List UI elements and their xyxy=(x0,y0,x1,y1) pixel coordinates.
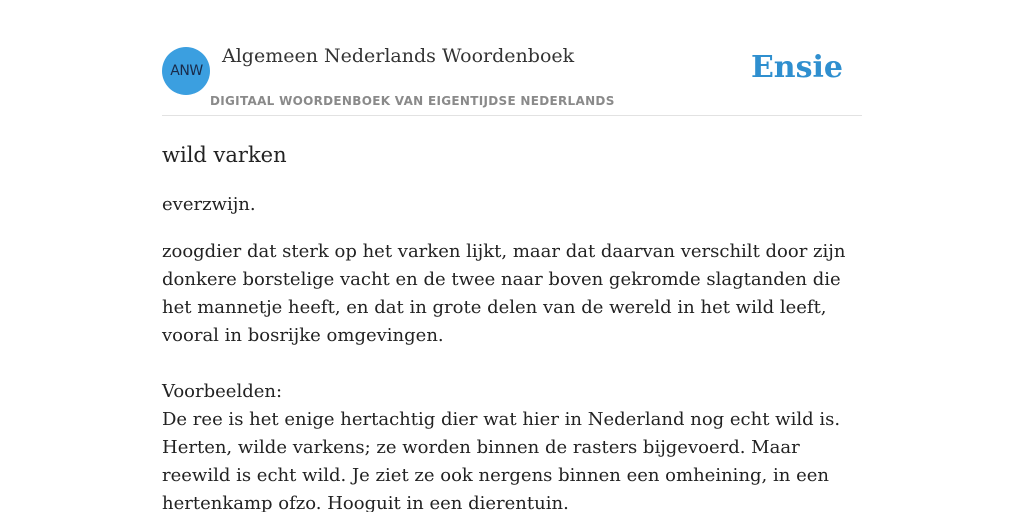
examples-label: Voorbeelden: xyxy=(162,381,283,402)
ensie-brand-logo[interactable]: Ensie xyxy=(750,50,843,85)
anw-logo[interactable] xyxy=(162,47,210,95)
entry-content xyxy=(162,140,868,512)
entry-title: wild varken xyxy=(162,143,287,167)
example-text: De ree is het enige hertachtig dier wat hier in Nederland nog echt wild is. Herten, wilde varkens; ze worden binnen de rasters bijgevoerd. Maar reewild is echt wild. Je ziet ze ook nergens binnen een omheining, in een hertenkamp ofzo. Hooguit in een dierentuin. xyxy=(162,409,841,512)
site-subtitle: DIGITAAL WOORDENBOEK VAN EIGENTIJDSE NEDERLANDS xyxy=(210,94,615,108)
definition: zoogdier dat sterk op het varken lijkt, maar dat daarvan verschilt door zijn donkere borstelige vacht en de twee naar boven gekromde slagtanden die het mannetje heeft, en dat in grote delen van de wereld in het wild leeft, vooral in bosrijke omgevingen. xyxy=(162,241,846,346)
anw-logo-text: ANW xyxy=(170,63,203,79)
header-divider xyxy=(162,115,862,116)
site-title[interactable]: Algemeen Nederlands Woordenboek xyxy=(222,45,575,67)
short-definition: everzwijn. xyxy=(162,194,256,215)
